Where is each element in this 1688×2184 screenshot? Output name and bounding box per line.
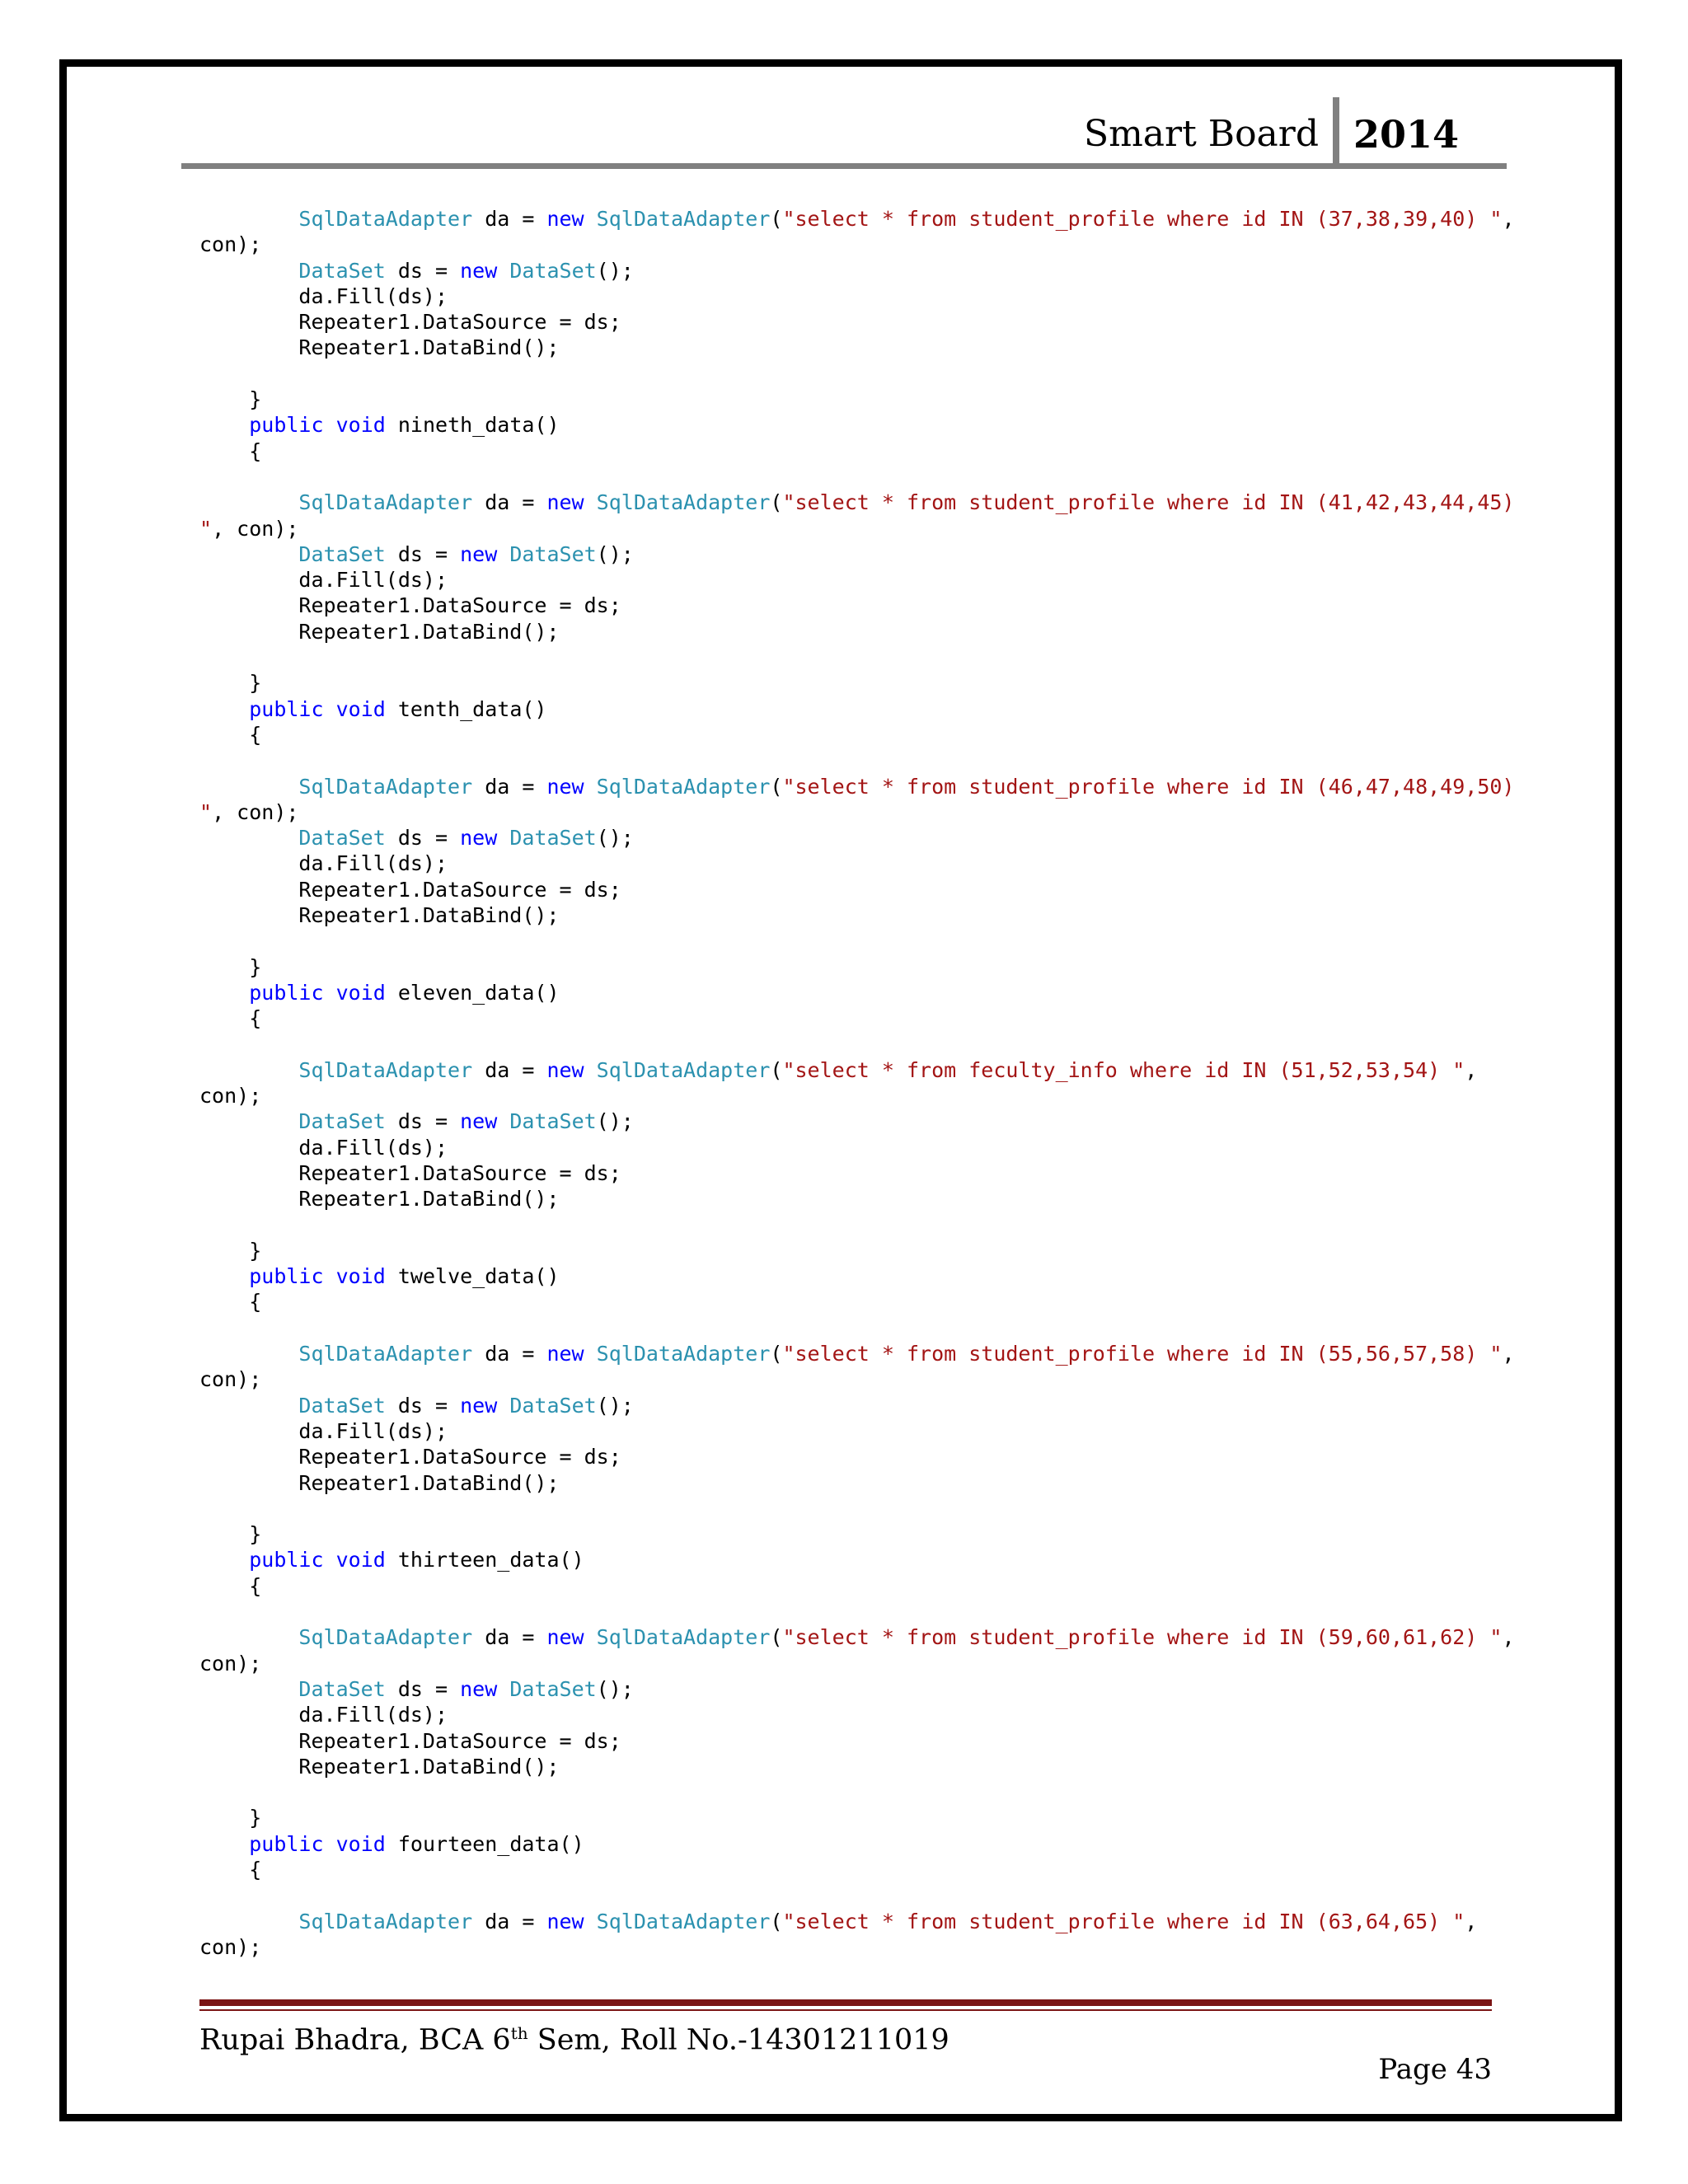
code-line bbox=[199, 1032, 1510, 1057]
code-token: void bbox=[335, 413, 386, 438]
code-token: public bbox=[249, 1548, 324, 1572]
code-token bbox=[199, 1342, 298, 1366]
code-token: new bbox=[546, 1342, 584, 1366]
code-token: da.Fill(ds); bbox=[199, 1135, 448, 1160]
code-token: Repeater1.DataSource = ds; bbox=[199, 877, 621, 902]
code-line bbox=[199, 1805, 1510, 1830]
code-line bbox=[199, 1083, 1510, 1108]
code-line bbox=[199, 1624, 1515, 1650]
code-token bbox=[324, 697, 336, 721]
code-token: da.Fill(ds); bbox=[199, 284, 448, 308]
code-token bbox=[199, 259, 298, 283]
code-token: ( bbox=[770, 774, 783, 799]
code-line bbox=[199, 954, 1510, 980]
code-token bbox=[497, 1677, 509, 1701]
code-token bbox=[199, 542, 298, 566]
code-line bbox=[199, 825, 1510, 851]
code-token: " bbox=[199, 799, 213, 824]
code-token: , bbox=[1502, 207, 1515, 231]
code-token: new bbox=[546, 1057, 584, 1082]
code-token: ( bbox=[770, 1625, 783, 1650]
code-line bbox=[199, 1366, 1510, 1392]
code-token: DataSet bbox=[298, 826, 386, 851]
code-token: "select * from student_profile where id IN (41,42,43,44,45) bbox=[782, 490, 1515, 515]
code-token: public bbox=[249, 696, 324, 721]
code-line bbox=[199, 1186, 1510, 1212]
code-token bbox=[199, 413, 249, 437]
code-token: SqlDataAdapter bbox=[298, 1625, 473, 1650]
code-token: new bbox=[460, 258, 498, 283]
code-line bbox=[199, 722, 1510, 748]
page-number: Page 43 bbox=[1378, 2053, 1492, 2086]
code-token bbox=[497, 826, 509, 850]
code-line bbox=[199, 1212, 1510, 1238]
code-line bbox=[199, 567, 1510, 593]
code-line bbox=[199, 644, 1510, 670]
code-token: } bbox=[199, 1238, 262, 1263]
code-token bbox=[199, 1548, 249, 1572]
code-token bbox=[199, 1264, 249, 1288]
code-token: new bbox=[546, 490, 584, 515]
code-line bbox=[199, 774, 1515, 799]
code-token: (); bbox=[596, 826, 634, 851]
code-token: , con); bbox=[212, 516, 299, 541]
code-token: " bbox=[199, 516, 213, 541]
code-token: ds = bbox=[385, 1676, 461, 1701]
code-token: new bbox=[546, 1909, 584, 1933]
code-token: Repeater1.DataBind(); bbox=[199, 903, 560, 928]
code-line bbox=[199, 1857, 1510, 1882]
code-line bbox=[199, 799, 1510, 825]
author-suffix: Sem, Roll No.-14301211019 bbox=[528, 2023, 950, 2057]
code-line bbox=[199, 464, 1510, 490]
code-line bbox=[199, 1496, 1510, 1521]
code-line bbox=[199, 1882, 1510, 1908]
code-token: SqlDataAdapter bbox=[298, 207, 473, 231]
code-token bbox=[324, 981, 336, 1005]
header-divider bbox=[1333, 97, 1339, 168]
code-token: da = bbox=[472, 1342, 547, 1366]
code-line bbox=[199, 928, 1510, 954]
code-token bbox=[199, 1677, 298, 1701]
code-token: SqlDataAdapter bbox=[596, 1909, 771, 1933]
code-line bbox=[199, 1238, 1510, 1263]
code-token: SqlDataAdapter bbox=[596, 490, 771, 515]
code-token bbox=[199, 1832, 249, 1856]
code-token: void bbox=[335, 696, 386, 721]
code-token: da.Fill(ds); bbox=[199, 1418, 448, 1443]
code-token: Repeater1.DataSource = ds; bbox=[199, 1160, 621, 1185]
code-token: ds = bbox=[385, 541, 461, 566]
code-token: DataSet bbox=[298, 1393, 386, 1418]
code-token: con); bbox=[199, 1651, 262, 1675]
code-token: da = bbox=[472, 774, 547, 799]
code-line bbox=[199, 748, 1510, 773]
code-line bbox=[199, 1393, 1510, 1418]
code-line bbox=[199, 1573, 1510, 1599]
code-token bbox=[584, 1058, 597, 1082]
code-token bbox=[199, 1625, 298, 1649]
code-token: "select * from student_profile where id IN (63,64,65) " bbox=[782, 1909, 1465, 1933]
code-token: "select * from student_profile where id IN (46,47,48,49,50) bbox=[782, 774, 1515, 799]
code-line bbox=[199, 1005, 1510, 1031]
code-token: SqlDataAdapter bbox=[298, 490, 473, 515]
code-token bbox=[199, 1109, 298, 1133]
code-token: { bbox=[199, 1006, 262, 1031]
code-line bbox=[199, 1779, 1510, 1805]
code-token: Repeater1.DataSource = ds; bbox=[199, 1445, 621, 1469]
code-token: "select * from student_profile where id IN (55,56,57,58) " bbox=[782, 1342, 1503, 1366]
code-token: tenth_data() bbox=[385, 696, 547, 721]
code-token bbox=[584, 490, 597, 514]
footer-rule-thin bbox=[199, 2009, 1492, 2011]
code-token: SqlDataAdapter bbox=[298, 774, 473, 799]
code-token: } bbox=[199, 671, 262, 696]
code-token: SqlDataAdapter bbox=[298, 1057, 473, 1082]
code-line bbox=[199, 490, 1515, 515]
author-prefix: Rupai Bhadra, BCA 6 bbox=[199, 2023, 511, 2057]
code-token: new bbox=[460, 1393, 498, 1418]
code-token: eleven_data() bbox=[385, 980, 560, 1005]
code-line bbox=[199, 902, 1510, 928]
code-line bbox=[199, 516, 1510, 541]
code-token: thirteen_data() bbox=[385, 1548, 584, 1572]
code-token bbox=[497, 542, 509, 566]
code-line bbox=[199, 980, 1510, 1005]
code-line bbox=[199, 1728, 1510, 1754]
code-token: new bbox=[460, 1676, 498, 1701]
code-token: DataSet bbox=[298, 258, 386, 283]
code-token: public bbox=[249, 1831, 324, 1856]
code-token: fourteen_data() bbox=[385, 1831, 584, 1856]
code-line bbox=[199, 1341, 1515, 1366]
code-line bbox=[199, 1263, 1510, 1289]
code-token: SqlDataAdapter bbox=[596, 1625, 771, 1650]
code-token: public bbox=[249, 980, 324, 1005]
code-token: { bbox=[199, 438, 262, 463]
code-token bbox=[199, 1394, 298, 1418]
code-token bbox=[584, 1342, 597, 1366]
code-token bbox=[324, 413, 336, 437]
code-line bbox=[199, 438, 1510, 464]
code-line bbox=[199, 1599, 1510, 1624]
code-token: void bbox=[335, 1831, 386, 1856]
code-line bbox=[199, 1676, 1510, 1702]
code-token: void bbox=[335, 980, 386, 1005]
code-token: SqlDataAdapter bbox=[596, 207, 771, 231]
code-token: ( bbox=[770, 1342, 783, 1366]
code-token: , bbox=[1502, 1625, 1515, 1650]
code-token: { bbox=[199, 1573, 262, 1598]
code-token bbox=[199, 490, 298, 514]
code-line bbox=[199, 387, 1510, 412]
code-token: Repeater1.DataBind(); bbox=[199, 1470, 560, 1495]
code-token: "select * from student_profile where id IN (37,38,39,40) " bbox=[782, 207, 1503, 231]
code-token: Repeater1.DataSource = ds; bbox=[199, 1728, 621, 1753]
code-token: ( bbox=[770, 490, 783, 515]
code-line bbox=[199, 1108, 1510, 1134]
code-line bbox=[199, 1521, 1510, 1547]
code-token: Repeater1.DataBind(); bbox=[199, 619, 560, 644]
code-token: da = bbox=[472, 1909, 547, 1933]
author-sup: th bbox=[510, 2023, 528, 2043]
code-token: void bbox=[335, 1264, 386, 1289]
code-token: da.Fill(ds); bbox=[199, 568, 448, 593]
code-block bbox=[199, 206, 1515, 1960]
code-token bbox=[199, 826, 298, 850]
code-token: , bbox=[1502, 1342, 1515, 1366]
code-token: da.Fill(ds); bbox=[199, 851, 448, 876]
code-token: Repeater1.DataBind(); bbox=[199, 335, 560, 360]
code-token: , con); bbox=[212, 799, 299, 824]
footer-rule bbox=[199, 1999, 1492, 2006]
code-token bbox=[199, 1910, 298, 1933]
code-line bbox=[199, 670, 1510, 696]
code-token bbox=[497, 1394, 509, 1418]
code-token: } bbox=[199, 387, 262, 412]
code-line bbox=[199, 1160, 1510, 1186]
code-token: { bbox=[199, 1858, 262, 1882]
code-token: DataSet bbox=[298, 1109, 386, 1134]
code-line bbox=[199, 541, 1510, 567]
code-line bbox=[199, 1057, 1510, 1083]
code-token: ds = bbox=[385, 826, 461, 851]
code-line bbox=[199, 1651, 1510, 1676]
code-token bbox=[584, 1625, 597, 1649]
code-token: } bbox=[199, 954, 262, 979]
code-line bbox=[199, 232, 1510, 257]
code-token: DataSet bbox=[298, 1676, 386, 1701]
code-token: ds = bbox=[385, 258, 461, 283]
code-token: SqlDataAdapter bbox=[596, 1057, 771, 1082]
code-line bbox=[199, 335, 1510, 360]
code-token: (); bbox=[596, 258, 634, 283]
code-line bbox=[199, 1909, 1510, 1934]
code-token: con); bbox=[199, 1367, 262, 1392]
code-token: da = bbox=[472, 207, 547, 231]
code-token: Repeater1.DataBind(); bbox=[199, 1187, 560, 1212]
code-token: DataSet bbox=[509, 1393, 597, 1418]
code-token: twelve_data() bbox=[385, 1264, 560, 1289]
code-line bbox=[199, 284, 1510, 309]
code-line bbox=[199, 696, 1510, 722]
code-token: public bbox=[249, 413, 324, 438]
code-line bbox=[199, 309, 1510, 335]
code-token: , bbox=[1465, 1057, 1478, 1082]
code-token: { bbox=[199, 1290, 262, 1315]
code-line bbox=[199, 593, 1510, 618]
code-token: DataSet bbox=[509, 1109, 597, 1134]
code-token: new bbox=[546, 774, 584, 799]
code-token: { bbox=[199, 722, 262, 747]
code-token: DataSet bbox=[509, 541, 597, 566]
header-year: 2014 bbox=[1353, 112, 1460, 157]
code-line bbox=[199, 1831, 1510, 1857]
code-token: ( bbox=[770, 207, 783, 231]
code-token: con); bbox=[199, 1084, 262, 1108]
code-line bbox=[199, 1702, 1510, 1727]
code-token: Repeater1.DataSource = ds; bbox=[199, 310, 621, 335]
code-line bbox=[199, 412, 1510, 438]
code-token bbox=[497, 259, 509, 283]
code-line bbox=[199, 1289, 1510, 1315]
code-token: (); bbox=[596, 541, 634, 566]
code-token: Repeater1.DataBind(); bbox=[199, 1754, 560, 1779]
code-token: da = bbox=[472, 490, 547, 515]
code-token: DataSet bbox=[509, 1676, 597, 1701]
code-token: da = bbox=[472, 1057, 547, 1082]
code-token: DataSet bbox=[298, 541, 386, 566]
code-line bbox=[199, 206, 1515, 232]
code-token: ( bbox=[770, 1057, 783, 1082]
code-token bbox=[324, 1264, 336, 1288]
header-rule bbox=[181, 163, 1507, 169]
code-token: SqlDataAdapter bbox=[298, 1909, 473, 1933]
code-line bbox=[199, 1470, 1510, 1496]
code-line bbox=[199, 1547, 1510, 1572]
code-line bbox=[199, 1444, 1510, 1469]
code-token bbox=[584, 775, 597, 799]
code-token: DataSet bbox=[509, 826, 597, 851]
code-token bbox=[324, 1832, 336, 1856]
code-line bbox=[199, 1418, 1510, 1444]
code-token: con); bbox=[199, 1934, 262, 1959]
code-token: ( bbox=[770, 1909, 783, 1933]
footer-author bbox=[199, 2013, 950, 2061]
code-token: "select * from student_profile where id IN (59,60,61,62) " bbox=[782, 1625, 1503, 1650]
code-token bbox=[199, 981, 249, 1005]
header-title: Smart Board bbox=[1083, 113, 1319, 155]
code-token bbox=[199, 207, 298, 231]
code-token: (); bbox=[596, 1676, 634, 1701]
code-token: SqlDataAdapter bbox=[298, 1342, 473, 1366]
code-token bbox=[199, 775, 298, 799]
code-token: void bbox=[335, 1548, 386, 1572]
code-token bbox=[584, 207, 597, 231]
code-token: Repeater1.DataSource = ds; bbox=[199, 593, 621, 618]
code-token: new bbox=[460, 1109, 498, 1134]
code-token: new bbox=[460, 541, 498, 566]
code-token: new bbox=[546, 1625, 584, 1650]
code-line bbox=[199, 1754, 1510, 1779]
code-token: SqlDataAdapter bbox=[596, 1342, 771, 1366]
code-line bbox=[199, 877, 1510, 902]
code-token: , bbox=[1465, 1909, 1478, 1933]
code-line bbox=[199, 619, 1510, 644]
code-token: (); bbox=[596, 1109, 634, 1134]
code-token: SqlDataAdapter bbox=[596, 774, 771, 799]
code-line bbox=[199, 1934, 1510, 1960]
code-token: new bbox=[546, 207, 584, 231]
code-token: DataSet bbox=[509, 258, 597, 283]
code-token bbox=[199, 697, 249, 721]
code-line bbox=[199, 1135, 1510, 1160]
code-token bbox=[584, 1910, 597, 1933]
code-token bbox=[324, 1548, 336, 1572]
code-token: new bbox=[460, 826, 498, 851]
code-token: "select * from feculty_info where id IN (51,52,53,54) " bbox=[782, 1057, 1465, 1082]
code-token: da = bbox=[472, 1625, 547, 1650]
code-line bbox=[199, 851, 1510, 876]
code-token bbox=[199, 1058, 298, 1082]
code-token: (); bbox=[596, 1393, 634, 1418]
code-token: nineth_data() bbox=[385, 413, 560, 438]
code-token: } bbox=[199, 1806, 262, 1830]
code-token: ds = bbox=[385, 1109, 461, 1134]
code-token: da.Fill(ds); bbox=[199, 1703, 448, 1727]
code-token: } bbox=[199, 1522, 262, 1547]
code-token bbox=[497, 1109, 509, 1133]
code-line bbox=[199, 1315, 1510, 1341]
code-token: public bbox=[249, 1264, 324, 1289]
code-token: ds = bbox=[385, 1393, 461, 1418]
code-line bbox=[199, 361, 1510, 387]
code-token: con); bbox=[199, 232, 262, 257]
code-line bbox=[199, 258, 1510, 284]
